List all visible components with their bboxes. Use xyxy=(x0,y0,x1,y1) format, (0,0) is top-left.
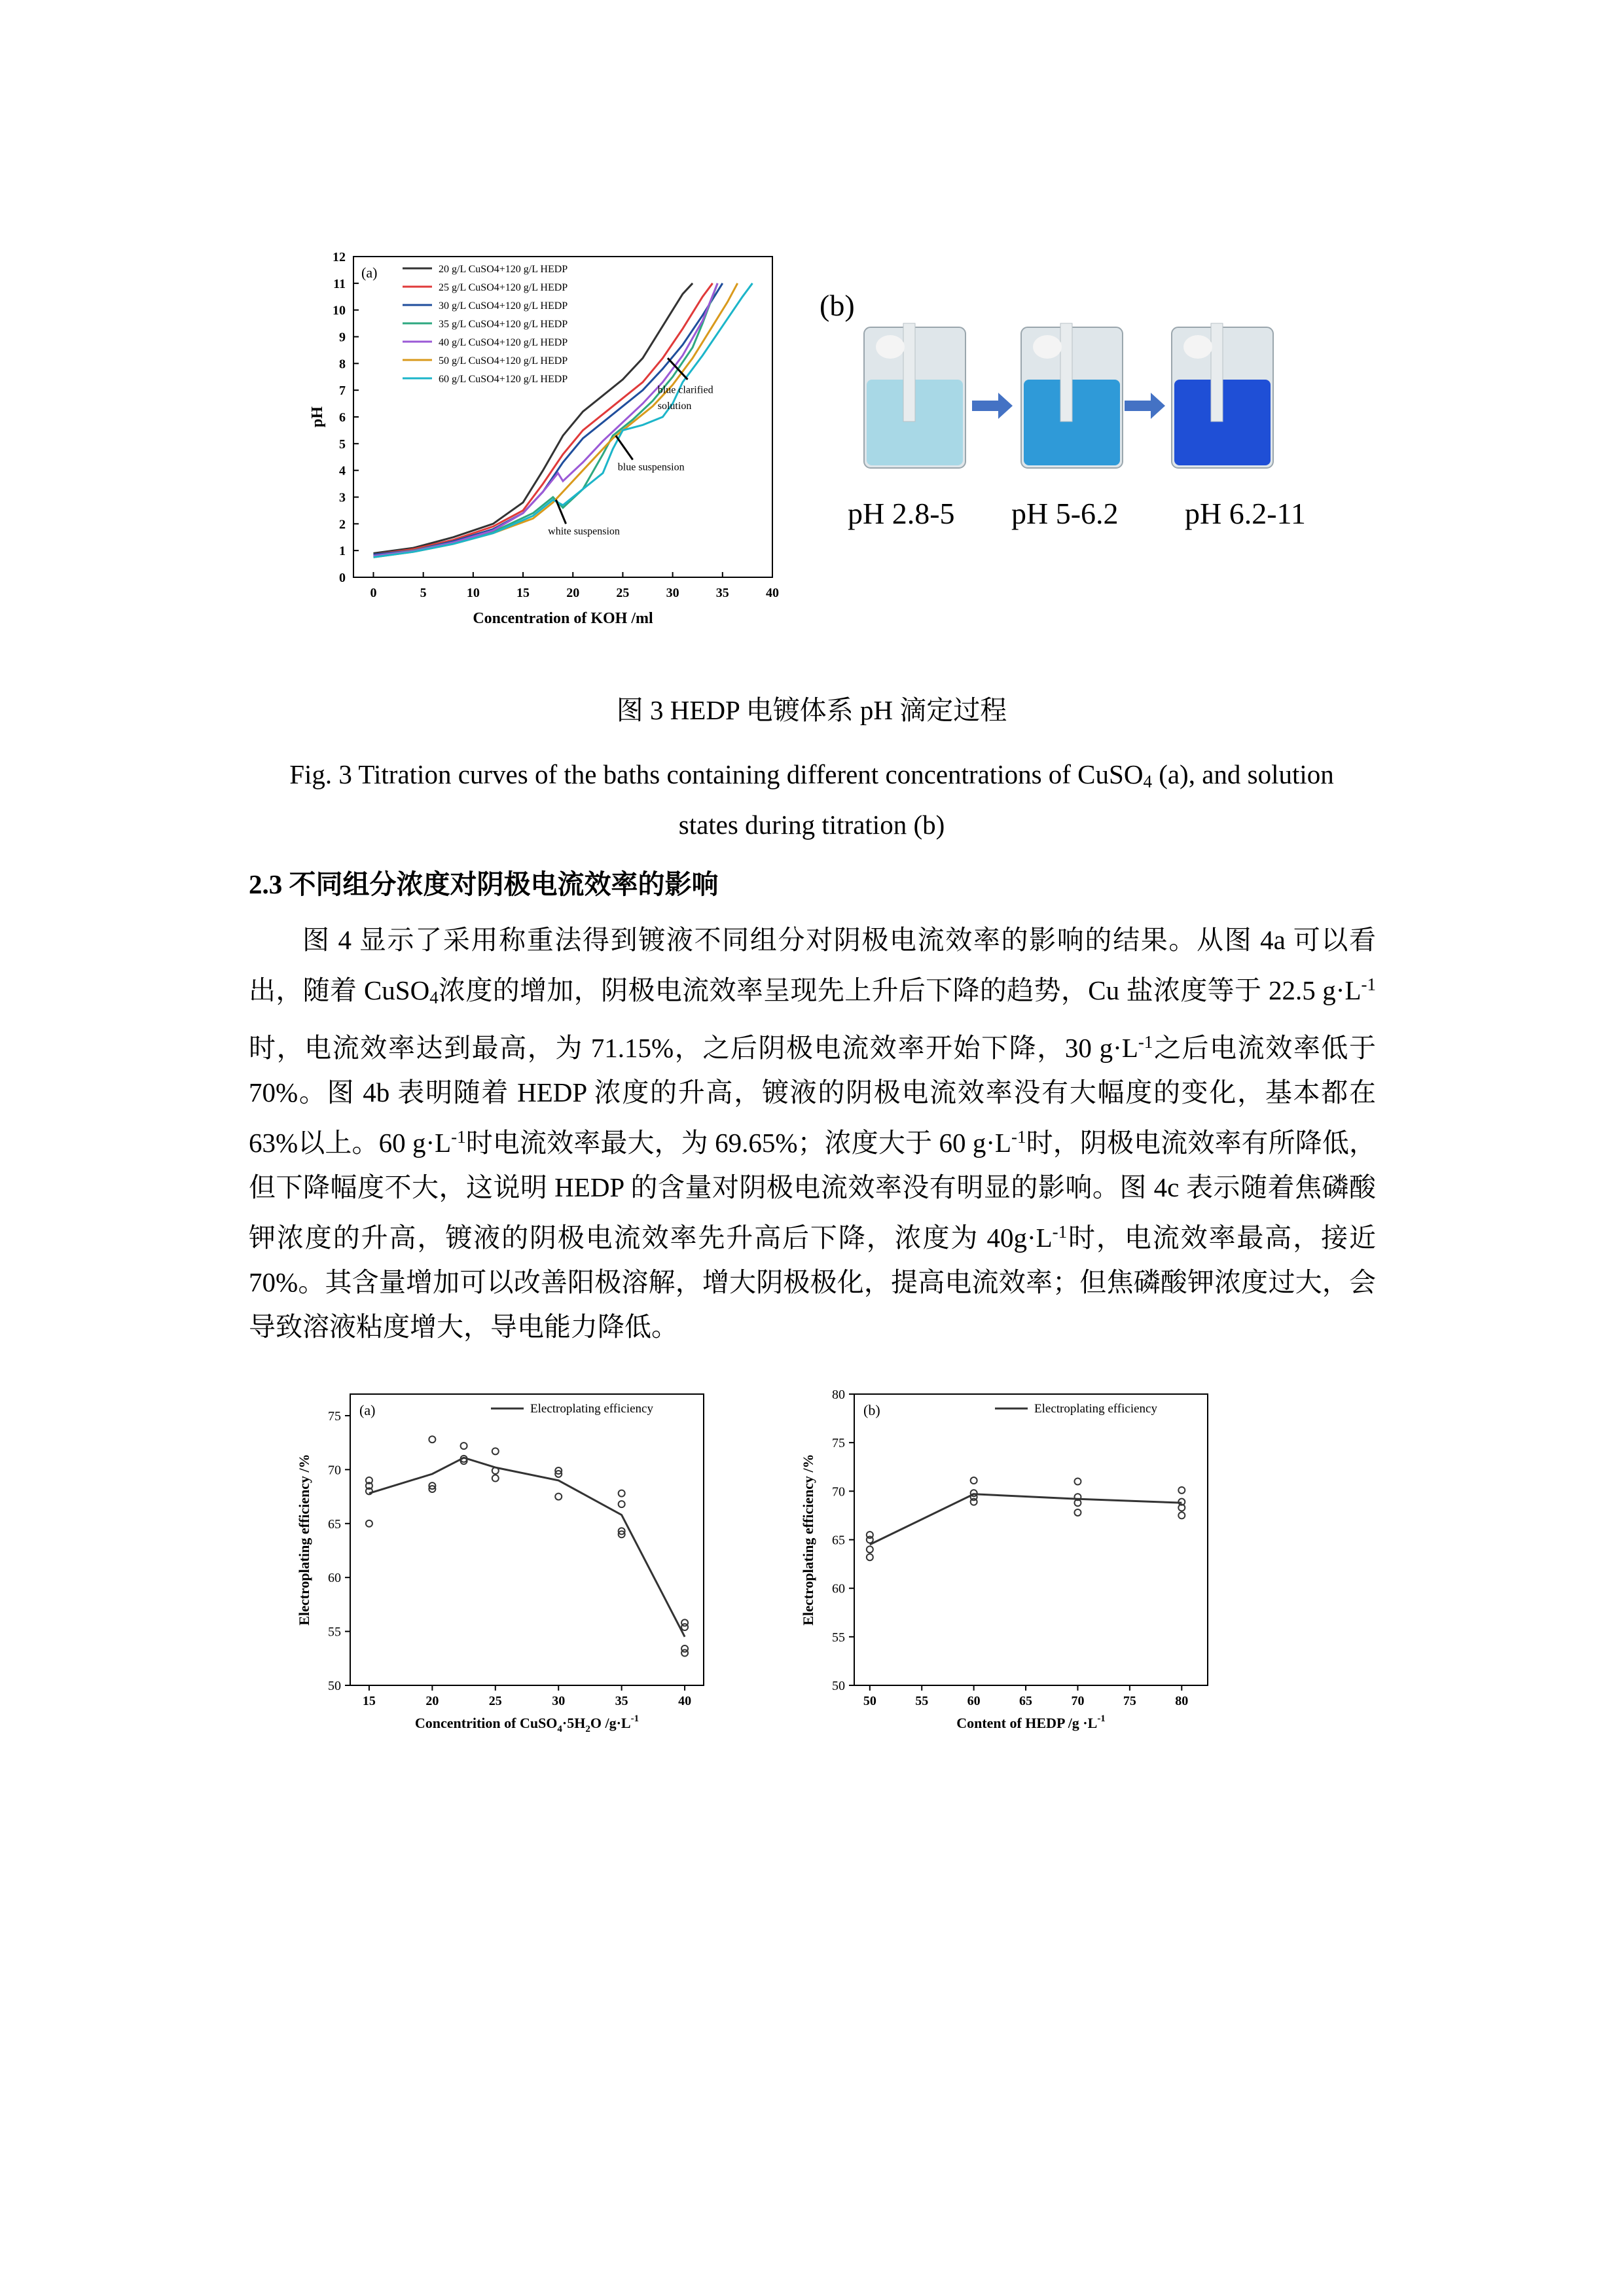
body-paragraph xyxy=(249,918,1376,1349)
legend-entry-3: 30 g/L CuSO4+120 g/L HEDP xyxy=(439,300,568,312)
y-tick-label: 0 xyxy=(339,571,346,585)
titration-chart xyxy=(308,243,785,636)
x-tick-label: 80 xyxy=(1175,1694,1189,1708)
x-axis-label: Content of HEDP $/g \cdot L^{-1}$ xyxy=(956,1713,1106,1731)
y-tick-label: 11 xyxy=(333,276,346,291)
para-s3: 时，电流效率达到最高，为 71.15%，之后阴极电流效率开始下降，30 g·L xyxy=(249,1033,1138,1063)
data-point xyxy=(1074,1479,1081,1485)
x-axis-label: Concentration of KOH /ml xyxy=(473,610,653,627)
annotation-solution: solution xyxy=(657,400,692,412)
data-point xyxy=(555,1494,562,1500)
y-tick-label: 4 xyxy=(339,463,346,478)
section-heading: 2.3 不同组分浓度对阴极电流效率的影响 xyxy=(249,869,719,899)
y-tick-label: 50 xyxy=(832,1679,845,1693)
y-tick-label: 10 xyxy=(333,303,346,318)
x-tick-label: 40 xyxy=(678,1694,692,1708)
x-tick-label: 35 xyxy=(715,586,729,600)
x-tick-label: 5 xyxy=(420,586,427,600)
data-point xyxy=(1074,1509,1081,1516)
x-tick-label: 30 xyxy=(552,1694,566,1708)
y-axis-label: Electroplating efficiency /% xyxy=(296,1454,312,1626)
efficiency-cuso4-chart xyxy=(281,1381,727,1748)
x-tick-label: 50 xyxy=(863,1694,876,1708)
y-tick-label: 5 xyxy=(339,437,346,452)
arrow-blue-suspension xyxy=(616,436,633,460)
y-tick-label: 60 xyxy=(328,1571,341,1586)
y-tick-label: 7 xyxy=(339,384,346,399)
caption-en-part1: Fig. 3 Titration curves of the baths containing different concentrations of CuSO xyxy=(289,759,1144,789)
data-point xyxy=(681,1650,688,1657)
y-tick-label: 9 xyxy=(339,330,346,345)
para-s2: 浓度的增加，阴极电流效率呈现先上升后下降的趋势，Cu 盐浓度等于 22.5 g·L xyxy=(438,975,1362,1005)
x-tick-label: 15 xyxy=(516,586,530,600)
beaker-cap-2 xyxy=(1033,335,1062,359)
y-tick-label: 12 xyxy=(333,250,346,264)
y-tick-label: 3 xyxy=(339,490,346,505)
para-s4: 之后电流效率低于 70%。图 4b 表明随着 HEDP 浓度的升高，镀液的阴极电流效率没有大幅度的变化，基本都在 63%以上。60 g·L xyxy=(249,1033,1376,1158)
legend-entry-6: 50 g/L CuSO4+120 g/L HEDP xyxy=(439,355,568,367)
y-tick-label: 75 xyxy=(832,1436,845,1451)
para-s1: 图 4 显示了采用称重法得到镀液不同组分对阴极电流效率的影响的结果。从图 4a 可以看出，随着 CuSO xyxy=(249,925,1376,1005)
para-s1-sub: 4 xyxy=(429,988,439,1007)
para-s5-sup: -1 xyxy=(1011,1127,1026,1147)
para-s2-sup: -1 xyxy=(1361,975,1376,994)
y-axis-label: pH xyxy=(309,406,326,428)
y-tick-label: 65 xyxy=(832,1533,845,1548)
state-label-3: pH 6.2-11 xyxy=(1185,497,1306,530)
caption-en-part2: (a), and solution xyxy=(1151,759,1334,789)
data-point xyxy=(619,1490,625,1497)
right-arrow-icon-2 xyxy=(1125,393,1165,419)
data-point xyxy=(492,1475,499,1482)
x-tick-label: 60 xyxy=(967,1694,981,1708)
plot-frame xyxy=(854,1394,1208,1685)
annotation-white-suspension: white suspension xyxy=(548,526,620,537)
panel-b-label: (b) xyxy=(820,289,855,322)
y-tick-label: 55 xyxy=(832,1630,845,1645)
data-point xyxy=(461,1443,467,1449)
x-tick-label: 40 xyxy=(766,586,779,600)
y-tick-label: 1 xyxy=(339,544,346,559)
figure3-caption-cn: 图 3 HEDP 电镀体系 pH 滴定过程 xyxy=(616,695,1007,725)
data-point xyxy=(971,1477,977,1484)
para-s3-sup: -1 xyxy=(1138,1032,1153,1052)
annotation-blue-suspension: blue suspension xyxy=(617,461,685,473)
state-label-2: pH 5-6.2 xyxy=(1011,497,1119,530)
y-tick-label: 2 xyxy=(339,517,346,532)
y-tick-label: 65 xyxy=(328,1516,341,1532)
legend-entry-1: 20 g/L CuSO4+120 g/L HEDP xyxy=(439,264,568,275)
data-point xyxy=(867,1546,873,1552)
state-label-1: pH 2.8-5 xyxy=(848,497,955,530)
para-s6-sup: -1 xyxy=(1052,1222,1068,1242)
x-tick-label: 65 xyxy=(1019,1694,1033,1708)
data-point xyxy=(867,1537,873,1543)
efficiency-hedp-chart xyxy=(785,1381,1218,1748)
x-tick-label: 0 xyxy=(370,586,377,600)
x-tick-label: 20 xyxy=(566,586,580,600)
x-axis-label: Concentrition of $CuSO_4\cdot 5H_2O$ $/g\cdot L^{-1}$ xyxy=(414,1713,640,1734)
solution-states-panel xyxy=(812,288,1348,563)
efficiency-line xyxy=(870,1494,1182,1545)
x-tick-label: 20 xyxy=(425,1694,439,1708)
x-tick-label: 55 xyxy=(915,1694,929,1708)
caption-en-sub: 4 xyxy=(1143,772,1152,791)
y-tick-label: 75 xyxy=(328,1408,341,1424)
annotation-blue-clarified: blue clarified xyxy=(657,384,713,396)
legend-entry-7: 60 g/L CuSO4+120 g/L HEDP xyxy=(439,374,568,385)
legend-entry-2: 25 g/L CuSO4+120 g/L HEDP xyxy=(439,282,568,293)
para-s6: 时，阴极电流效率有所降低，但下降幅度不大，这说明 HEDP 的含量对阴极电流效率没有明显的影响。图 4c 表示随着焦磷酸钾浓度的升高，镀液的阴极电流效率先升高后下降，浓度为 40g·L xyxy=(249,1128,1377,1253)
beaker-cap-3 xyxy=(1183,335,1212,359)
legend-entry-5: 40 g/L CuSO4+120 g/L HEDP xyxy=(439,337,568,348)
data-point xyxy=(366,1520,372,1527)
plot-frame xyxy=(350,1394,704,1685)
x-tick-label: 10 xyxy=(466,586,480,600)
y-tick-label: 55 xyxy=(328,1624,341,1640)
data-point xyxy=(1178,1487,1185,1494)
legend-entry: Electroplating efficiency xyxy=(1034,1402,1157,1416)
data-point xyxy=(492,1448,499,1454)
y-tick-label: 50 xyxy=(328,1679,341,1693)
x-tick-label: 70 xyxy=(1071,1694,1085,1708)
data-point xyxy=(681,1624,688,1630)
panel-label: (a) xyxy=(359,1402,376,1418)
efficiency-line xyxy=(369,1458,685,1637)
data-point xyxy=(867,1554,873,1560)
x-tick-label: 35 xyxy=(615,1694,628,1708)
y-tick-label: 70 xyxy=(832,1484,845,1499)
beaker-cap-1 xyxy=(876,335,905,359)
caption-en-line2: states during titration (b) xyxy=(678,810,945,840)
data-point xyxy=(429,1436,435,1443)
para-s4-sup: -1 xyxy=(451,1127,466,1147)
x-tick-label: 25 xyxy=(488,1694,502,1708)
y-tick-label: 70 xyxy=(328,1463,341,1478)
panel-label: (b) xyxy=(863,1402,880,1418)
data-point xyxy=(971,1499,977,1505)
figure3-caption-en xyxy=(249,753,1375,846)
beaker-stirrer-1 xyxy=(903,323,915,422)
y-tick-label: 6 xyxy=(339,410,346,425)
y-tick-label: 80 xyxy=(832,1388,845,1402)
y-tick-label: 60 xyxy=(832,1581,845,1596)
x-tick-label: 30 xyxy=(666,586,679,600)
x-tick-label: 25 xyxy=(616,586,630,600)
right-arrow-icon-1 xyxy=(972,393,1013,419)
x-tick-label: 15 xyxy=(362,1694,376,1708)
y-axis-label: Electroplating efficiency /% xyxy=(800,1454,816,1626)
legend-entry-4: 35 g/L CuSO4+120 g/L HEDP xyxy=(439,319,568,330)
beaker-stirrer-3 xyxy=(1211,323,1223,422)
data-point xyxy=(1178,1512,1185,1518)
para-s7: 时，电流效率最高，接近 70%。其含量增加可以改善阳极溶解，增大阴极极化，提高电流效率；但焦磷酸钾浓度过大，会导致溶液粘度增大，导电能力降低。 xyxy=(249,1223,1376,1342)
para-s5: 时电流效率最大，为 69.65%；浓度大于 60 g·L xyxy=(465,1128,1012,1158)
beaker-stirrer-2 xyxy=(1060,323,1072,422)
data-point xyxy=(619,1501,625,1507)
y-tick-label: 8 xyxy=(339,357,346,372)
panel-label: (a) xyxy=(361,264,378,281)
legend-entry: Electroplating efficiency xyxy=(530,1402,653,1416)
x-tick-label: 75 xyxy=(1123,1694,1136,1708)
